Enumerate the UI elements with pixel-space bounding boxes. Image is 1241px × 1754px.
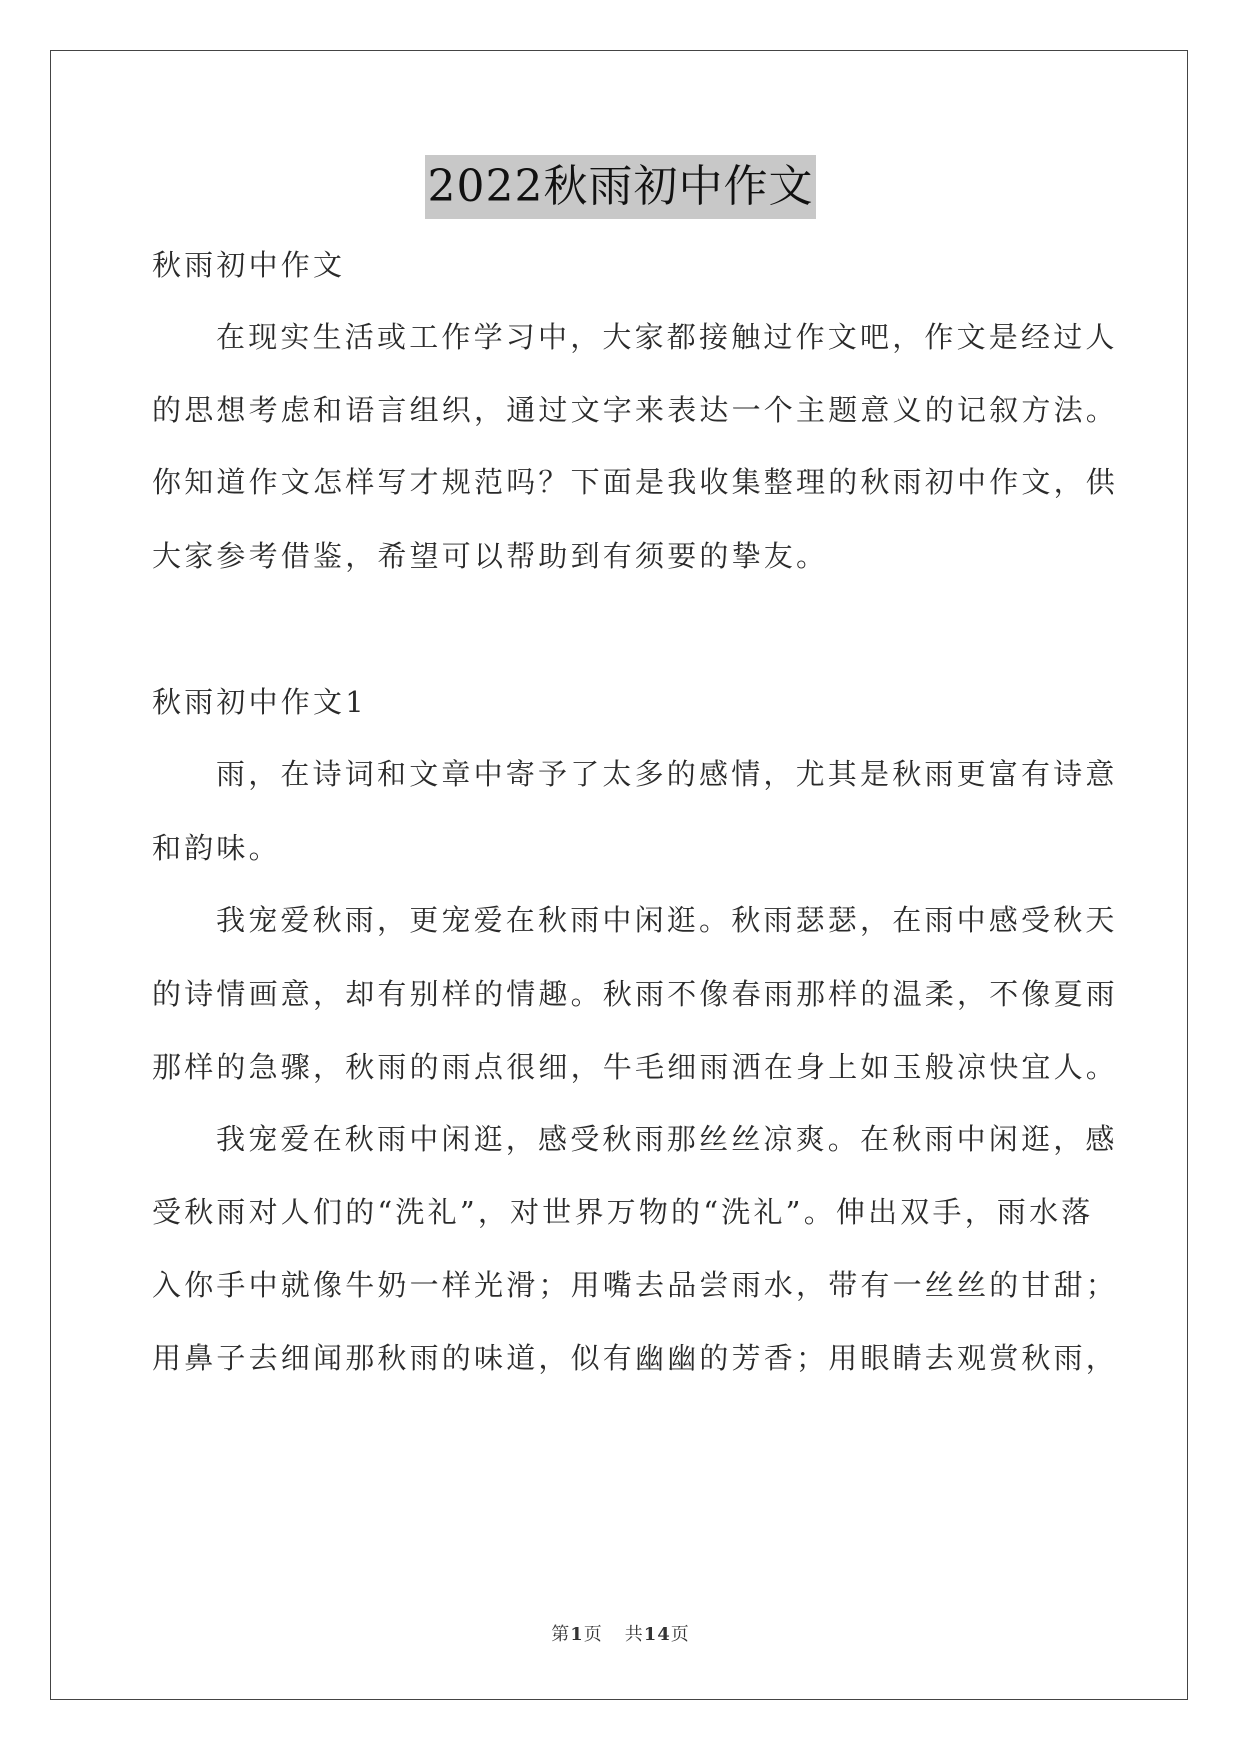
total-label-suffix: 页 [670, 1624, 690, 1645]
page-label-suffix: 页 [583, 1624, 603, 1645]
paragraph-line: 雨，在诗词和文章中寄予了太多的感情，尤其是秋雨更富有诗意 [216, 757, 1118, 791]
total-pages-number: 14 [643, 1624, 671, 1645]
paragraph-line: 在现实生活或工作学习中，大家都接触过作文吧，作文是经过人 [216, 320, 1118, 354]
page-label-prefix: 第 [551, 1624, 571, 1645]
paragraph-line: 我宠爱在秋雨中闲逛，感受秋雨那丝丝凉爽。在秋雨中闲逛，感 [216, 1122, 1118, 1156]
document-title: 2022秋雨初中作文 [425, 155, 817, 219]
total-label-prefix: 共 [624, 1624, 644, 1645]
paragraph-line: 我宠爱秋雨，更宠爱在秋雨中闲逛。秋雨瑟瑟，在雨中感受秋天 [216, 903, 1118, 937]
section-heading: 秋雨初中作文1 [152, 685, 367, 719]
page-border [50, 50, 1188, 1700]
paragraph-line: 的思想考虑和语言组织，通过文字来表达一个主题意义的记叙方法。 [152, 393, 1119, 427]
paragraph-line: 你知道作文怎样写才规范吗？下面是我收集整理的秋雨初中作文，供 [152, 465, 1119, 499]
paragraph-line: 受秋雨对人们的“洗礼”，对世界万物的“洗礼”。伸出双手，雨水落 [152, 1195, 1094, 1229]
title-container [0, 155, 1241, 219]
paragraph-line: 大家参考借鉴，希望可以帮助到有须要的挚友。 [152, 539, 829, 573]
page-footer [0, 1620, 1241, 1646]
paragraph-line: 用鼻子去细闻那秋雨的味道，似有幽幽的芳香；用眼睛去观赏秋雨， [152, 1341, 1119, 1375]
section-heading: 秋雨初中作文 [152, 248, 346, 282]
paragraph-line: 的诗情画意，却有别样的情趣。秋雨不像春雨那样的温柔，不像夏雨 [152, 977, 1119, 1011]
paragraph-line: 那样的急骤，秋雨的雨点很细，牛毛细雨洒在身上如玉般凉快宜人。 [152, 1050, 1119, 1084]
paragraph-line: 和韵味。 [152, 831, 281, 865]
paragraph-line: 入你手中就像牛奶一样光滑；用嘴去品尝雨水，带有一丝丝的甘甜； [152, 1268, 1119, 1302]
current-page-number: 1 [570, 1624, 584, 1645]
